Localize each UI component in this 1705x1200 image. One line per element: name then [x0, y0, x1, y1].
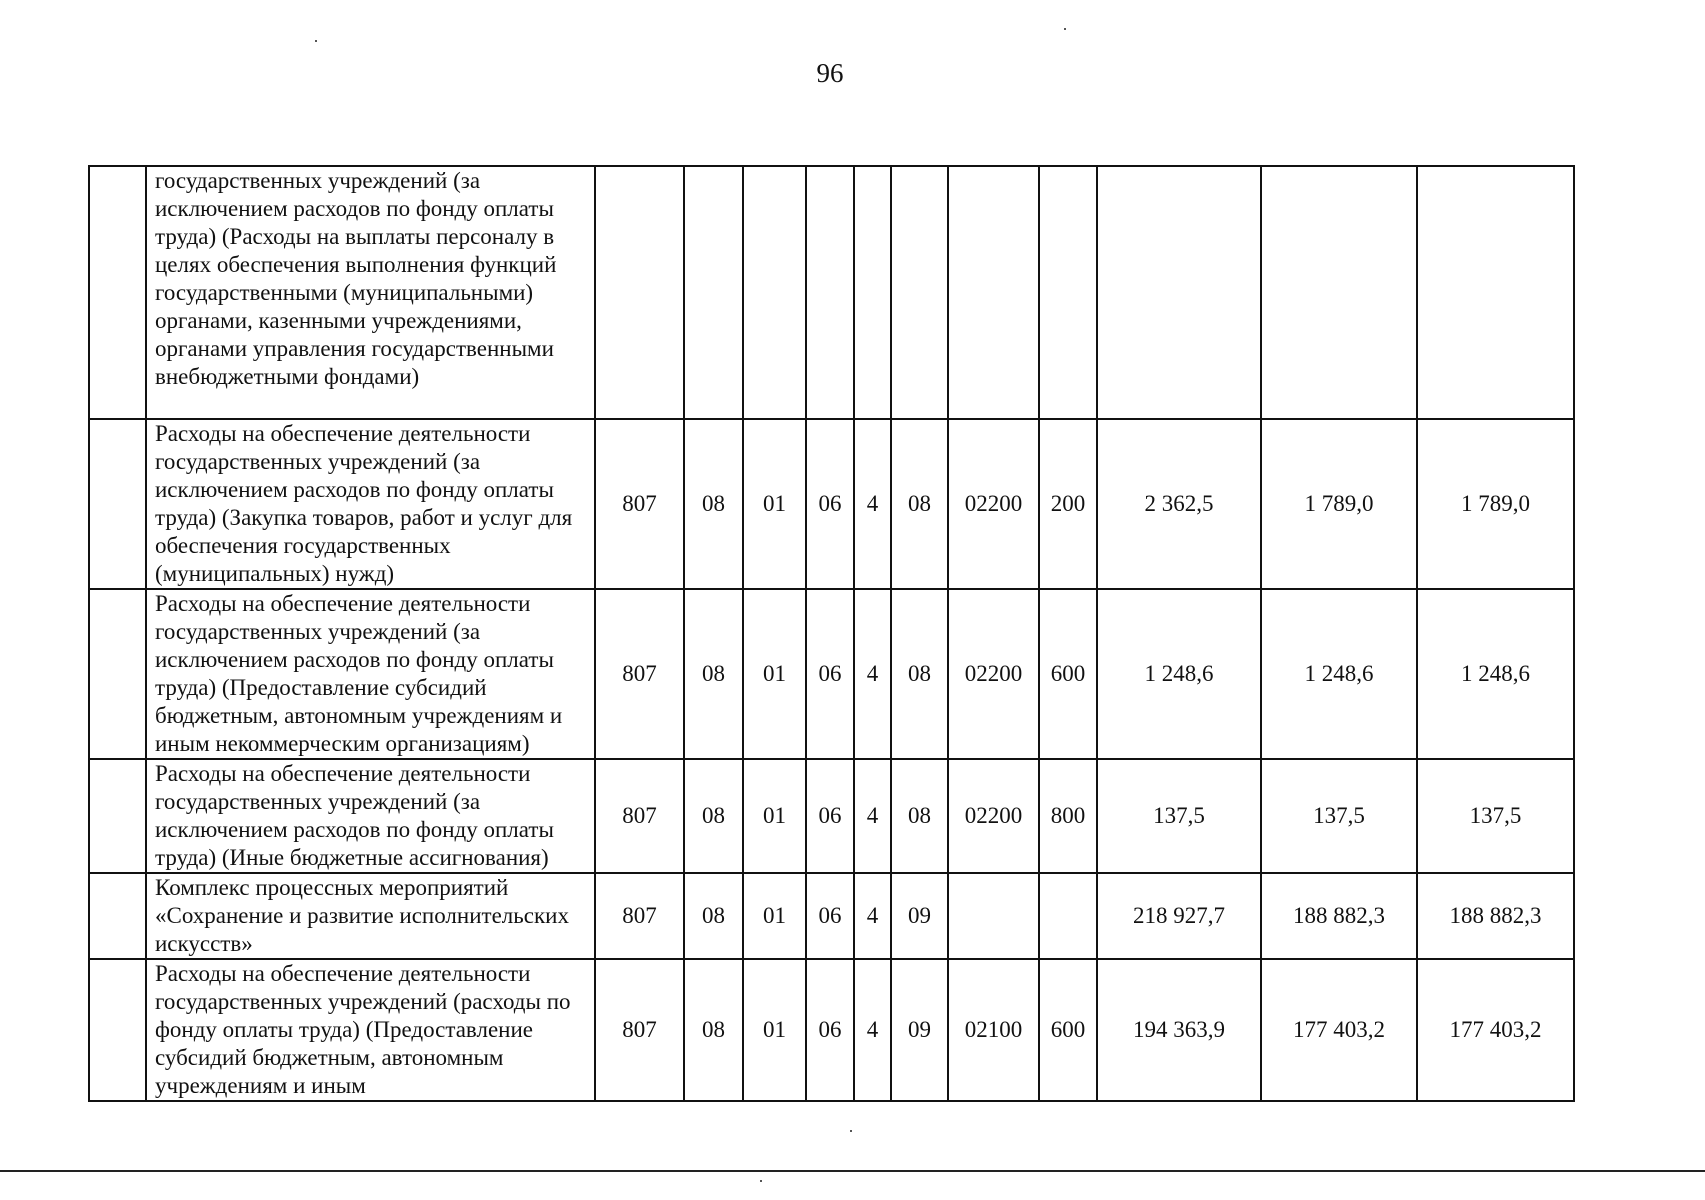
section-code-cell: 08 — [684, 959, 743, 1101]
event-code-cell — [891, 166, 948, 419]
section-code-cell: 08 — [684, 759, 743, 873]
expense-name-cell: Расходы на обеспечение деятельности государственных учреждений (расходы по фонду оплаты труда) (Предоставление субсидий бюджетным, автономным учреждениям и иным — [146, 959, 595, 1101]
row-number-cell — [89, 419, 146, 589]
scan-speck — [315, 40, 317, 42]
expense-name-cell: Расходы на обеспечение деятельности государственных учреждений (за исключением расходов по фонду оплаты труда) (Иные бюджетные ассигнования) — [146, 759, 595, 873]
section-code-cell: 08 — [684, 589, 743, 759]
direction-code-cell — [948, 166, 1039, 419]
program-code-cell: 06 — [806, 589, 854, 759]
expense-type-cell — [1039, 166, 1097, 419]
direction-code-cell: 02200 — [948, 419, 1039, 589]
scan-speck — [760, 1180, 762, 1182]
row-number-cell — [89, 589, 146, 759]
expense-type-cell: 600 — [1039, 589, 1097, 759]
expense-name-cell: Комплекс процессных мероприятий «Сохранение и развитие исполнительских искусств» — [146, 873, 595, 959]
row-number-cell — [89, 759, 146, 873]
amount-year3-cell: 177 403,2 — [1417, 959, 1574, 1101]
subprogram-code-cell: 4 — [854, 589, 891, 759]
amount-year2-cell: 1 248,6 — [1261, 589, 1417, 759]
amount-year1-cell: 194 363,9 — [1097, 959, 1261, 1101]
program-code-cell: 06 — [806, 959, 854, 1101]
table-row — [89, 589, 1574, 759]
row-number-cell — [89, 166, 146, 419]
event-code-cell: 08 — [891, 589, 948, 759]
amount-year3-cell: 1 789,0 — [1417, 419, 1574, 589]
table-row — [89, 419, 1574, 589]
subprogram-code-cell: 4 — [854, 959, 891, 1101]
amount-year2-cell: 177 403,2 — [1261, 959, 1417, 1101]
direction-code-cell: 02200 — [948, 759, 1039, 873]
amount-year3-cell — [1417, 166, 1574, 419]
subsection-code-cell — [743, 166, 806, 419]
subprogram-code-cell: 4 — [854, 759, 891, 873]
scan-speck — [850, 1130, 852, 1132]
expense-name-cell: государственных учреждений (за исключением расходов по фонду оплаты труда) (Расходы на выплаты персоналу в целях обеспечения выполнения функций государственными (муниципальными) органами, казенными учреждениями, органами управления государственными внебюджетными фондами) — [146, 166, 595, 419]
ministry-code-cell: 807 — [595, 589, 684, 759]
amount-year1-cell: 218 927,7 — [1097, 873, 1261, 959]
ministry-code-cell: 807 — [595, 759, 684, 873]
section-code-cell: 08 — [684, 419, 743, 589]
expense-type-cell: 200 — [1039, 419, 1097, 589]
amount-year1-cell — [1097, 166, 1261, 419]
amount-year3-cell: 1 248,6 — [1417, 589, 1574, 759]
page-number: 96 — [816, 58, 844, 88]
scan-bottom-line — [0, 1170, 1705, 1172]
section-code-cell: 08 — [684, 873, 743, 959]
expense-type-cell: 800 — [1039, 759, 1097, 873]
event-code-cell: 08 — [891, 419, 948, 589]
subprogram-code-cell: 4 — [854, 873, 891, 959]
program-code-cell: 06 — [806, 419, 854, 589]
ministry-code-cell: 807 — [595, 419, 684, 589]
event-code-cell: 09 — [891, 873, 948, 959]
amount-year1-cell: 2 362,5 — [1097, 419, 1261, 589]
amount-year2-cell: 188 882,3 — [1261, 873, 1417, 959]
amount-year2-cell: 1 789,0 — [1261, 419, 1417, 589]
amount-year2-cell — [1261, 166, 1417, 419]
subsection-code-cell: 01 — [743, 589, 806, 759]
ministry-code-cell: 807 — [595, 873, 684, 959]
subsection-code-cell: 01 — [743, 959, 806, 1101]
event-code-cell: 09 — [891, 959, 948, 1101]
table-row — [89, 166, 1574, 419]
event-code-cell: 08 — [891, 759, 948, 873]
subprogram-code-cell: 4 — [854, 419, 891, 589]
amount-year3-cell: 188 882,3 — [1417, 873, 1574, 959]
row-number-cell — [89, 959, 146, 1101]
scan-speck — [1064, 28, 1066, 30]
amount-year1-cell: 137,5 — [1097, 759, 1261, 873]
expense-type-cell: 600 — [1039, 959, 1097, 1101]
table-row — [89, 759, 1574, 873]
direction-code-cell — [948, 873, 1039, 959]
expense-name-cell: Расходы на обеспечение деятельности государственных учреждений (за исключением расходов по фонду оплаты труда) (Предоставление субсидий бюджетным, автономным учреждениям и иным некоммерческим организациям) — [146, 589, 595, 759]
amount-year2-cell: 137,5 — [1261, 759, 1417, 873]
budget-table — [88, 165, 1575, 1102]
subsection-code-cell: 01 — [743, 759, 806, 873]
subsection-code-cell: 01 — [743, 419, 806, 589]
direction-code-cell: 02100 — [948, 959, 1039, 1101]
ministry-code-cell: 807 — [595, 959, 684, 1101]
direction-code-cell: 02200 — [948, 589, 1039, 759]
program-code-cell: 06 — [806, 873, 854, 959]
expense-name-cell: Расходы на обеспечение деятельности государственных учреждений (за исключением расходов по фонду оплаты труда) (Закупка товаров, работ и услуг для обеспечения государственных (муниципальных) нужд) — [146, 419, 595, 589]
program-code-cell — [806, 166, 854, 419]
row-number-cell — [89, 873, 146, 959]
section-code-cell — [684, 166, 743, 419]
table-row — [89, 959, 1574, 1101]
ministry-code-cell — [595, 166, 684, 419]
amount-year1-cell: 1 248,6 — [1097, 589, 1261, 759]
subsection-code-cell: 01 — [743, 873, 806, 959]
table-row — [89, 873, 1574, 959]
amount-year3-cell: 137,5 — [1417, 759, 1574, 873]
program-code-cell: 06 — [806, 759, 854, 873]
expense-type-cell — [1039, 873, 1097, 959]
subprogram-code-cell — [854, 166, 891, 419]
